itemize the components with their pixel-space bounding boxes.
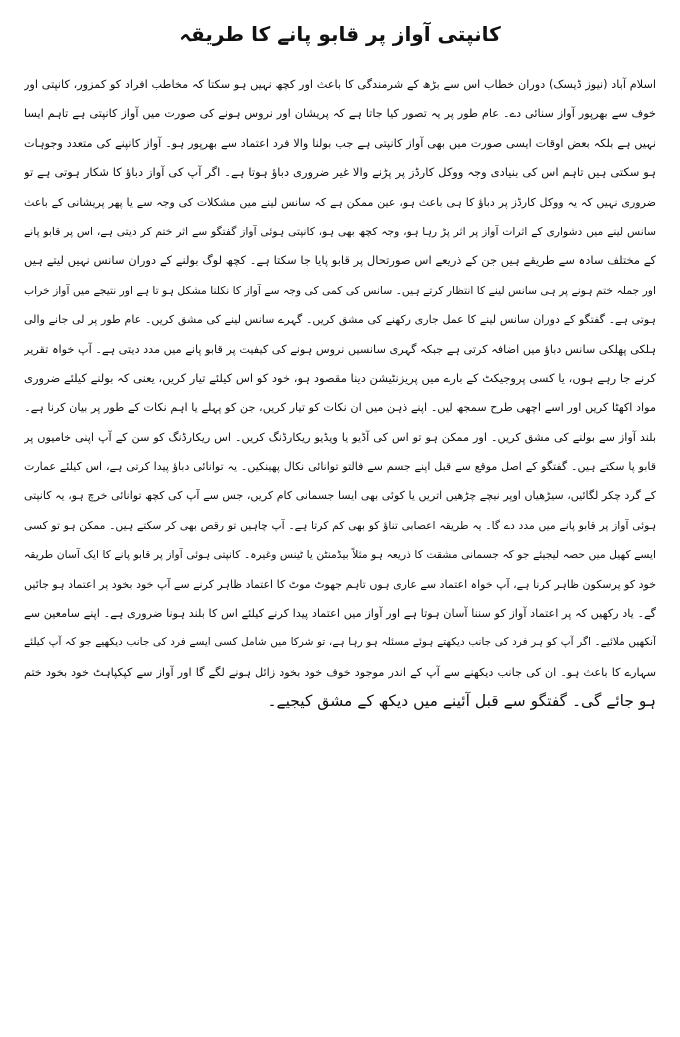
article-line: ہوئی آواز پر قابو پانے میں مدد دے گا۔ یہ طریقہ اعصابی تناؤ کو بھی کم کرتا ہے۔ آپ چاہیں تو رقص بھی کر سکتے ہیں۔ ممکن ہو تو کسی [24,518,656,532]
article-line: ہو جائے گی۔ گفتگو سے قبل آئینے میں دیکھ کے مشق کیجیے۔ [267,692,656,711]
article-line: کے گرد چکر لگائیں، سیڑھیاں اوپر نیچے چڑھیں اتریں یا کوئی بھی ایسا جسمانی کام کریں، جس سے آپ کی کچھ توانائی خرچ ہو، یہ کانپتی [24,489,656,503]
article-line: اور جملہ ختم ہونے پر ہی سانس لینے کا انتظار کرتے ہیں۔ سانس کی کمی کی وجہ سے آواز کا نکلنا مشکل ہو تا ہے اور نتیجے میں آواز خراب [24,283,656,297]
article-line: سانس لینے میں دشواری کے اثرات آواز پر اثر پڑ رہا ہو، وجہ کچھ بھی ہو، کانپتی ہوئی آواز گفتگو سے اثر ختم کر دیتی ہے، اس پر قابو پانے [24,224,656,238]
article-line: ہوتی ہے۔ گفتگو کے دوران سانس لینے کا عمل جاری رکھنے کی مشق کریں۔ گہرے سانس لینے کی مشق کریں۔ عام طور پر لی جانے والی [24,313,656,327]
article-line: سہارے کا باعث ہو۔ ان کی جانب دیکھنے سے آپ کے اندر موجود خوف خود بخود زائل ہونے لگے گا اور آواز سے کپکپاہٹ خود بخود ختم [24,665,656,679]
article-line: ہو سکتی ہیں تاہم اس کی بنیادی وجہ ووکل کارڈز پر پڑنے والا غیر ضروری دباؤ ہوتا ہے۔ اگر آپ کی آواز دباؤ کا شکار ہوتی ہے تو [24,165,656,180]
article-line: ضروری نہیں کہ یہ ووکل کارڈز پر دباؤ کا ہی باعث ہو، عین ممکن ہے کہ سانس لینے میں مشکلات کی وجہ سے یا پھر پریشانی کے باعث [24,195,656,209]
article-line: کے مختلف سادہ سے طریقے ہیں جن کے ذریعے اس صورتحال پر قابو پایا جا سکتا ہے۔ کچھ لوگ بولنے کے دوران سانس نہیں لیتے ہیں [24,253,656,268]
article-line: ہلکی پھلکی سانس دباؤ میں اضافہ کرتی ہے جبکہ گہری سانسیں نروس ہونے کی کیفیت پر قابو پانے میں مدد دیتی ہے۔ آپ خواہ تقریر [24,342,656,356]
article-line: مواد اکھٹا کریں اور اسے اچھی طرح سمجھ لیں۔ اپنے ذہن میں ان نکات کو تیار کریں، جن کو پہلے یا اہم نکات کے طور پر بیان کرنا ہے۔ [24,401,656,415]
article-line: خوف سے بھرپور آواز سنائی دے۔ عام طور پر یہ تصور کیا جاتا ہے کہ پریشان اور نروس ہونے کی صورت میں آواز کانپتی ہے تاہم ایسا [24,107,656,121]
article-line: نہیں ہے بلکہ بعض اوقات ایسی صورت میں بھی آواز کانپتی ہے جب بولنا والا فرد اعتماد سے بھرپور ہو۔ آواز کانپنے کی متعدد وجوہات [24,136,656,150]
article-line: قابو پا سکتے ہیں۔ گفتگو کے اصل موقع سے قبل اپنے جسم سے فالتو توانائی نکال پھینکیں۔ یہ توانائی دباؤ پیدا کرتی ہے، اس کیلئے عمارت [24,460,656,474]
article-line: کرنے جا رہے ہوں، یا کسی پروجیکٹ کے بارے میں پریزنٹیشن دینا مقصود ہو، خود کو اس کیلئے تیار کریں، یعنی کہ بولنے کیلئے ضروری [24,370,656,385]
article-line: بلند آواز سے بولنے کی مشق کریں۔ اور ممکن ہو تو اس کی آڈیو یا ویڈیو ریکارڈنگ کریں۔ اس ریکارڈنگ کو سن کے آپ اپنی خامیوں پر [24,430,656,444]
article-line: خود کو پرسکون ظاہر کرنا ہے، آپ خواہ اعتماد سے عاری ہوں تاہم جھوٹ موٹ کا اعتماد ظاہر کرنے سے آپ خود بخود پر اعتماد ہو جائیں [24,577,656,591]
article-title: کانپتی آواز پر قابو پانے کا طریقہ [179,22,501,46]
article-body [24,70,656,717]
article-line: گے۔ یاد رکھیں کہ پر اعتماد آواز کو سننا آسان ہوتا ہے اور آواز میں اعتماد پیدا کرنے کیلئے اس کا بلند ہونا ضروری ہے۔ اپنے سامعین سے [24,607,656,621]
article-line: آنکھیں ملائیے۔ اگر آپ کو ہر فرد کی جانب دیکھتے ہوئے مسئلہ ہو رہا ہے، تو شرکا میں شامل کسی ایسے فرد کی جانب دیکھیے جو کہ آپ کیلئے [24,636,656,649]
article-line: ایسے کھیل میں حصہ لیجیئے جو کہ جسمانی مشقت کا ذریعہ ہو مثلاً بیڈمنٹن یا ٹینس وغیرہ۔ کانپتی ہوئی آواز پر قابو پانے کا ایک آسان طریقہ [24,548,656,562]
article-line: اسلام آباد (نیوز ڈیسک) دوران خطاب اس سے بڑھ کے شرمندگی کا باعث اور کچھ نہیں ہو سکتا کہ مخاطب افراد کو کمزور، کانپتی اور [24,78,656,91]
